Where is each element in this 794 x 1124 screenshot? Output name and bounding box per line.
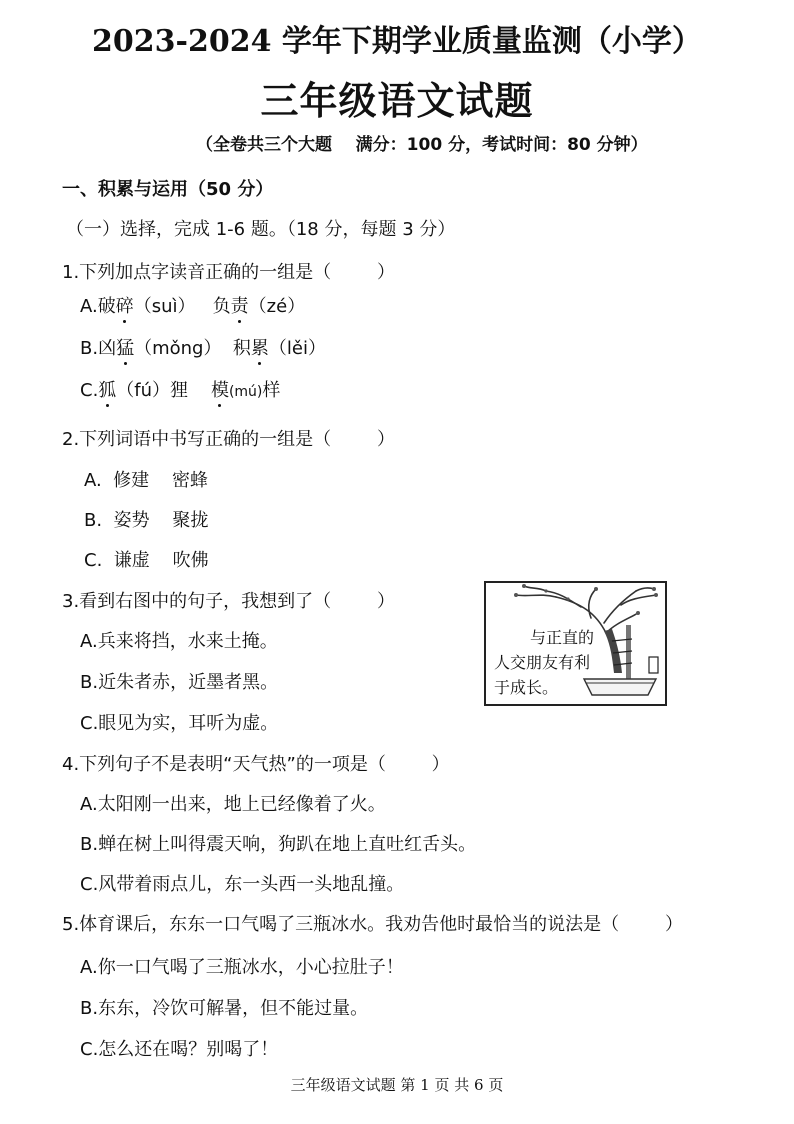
question-5-option-c: C.怎么还在喝？别喝了！ <box>80 1039 279 1060</box>
question-3-stem: 3.看到右图中的句子，我想到了（ ） <box>62 591 395 612</box>
option-text: （suì） 负 <box>133 296 231 317</box>
question-4-option-b: B.蝉在树上叫得震天响，狗趴在地上直吐红舌头。 <box>80 834 477 855</box>
question-3-option-c: C.眼见为实，耳听为虚。 <box>80 713 279 734</box>
option-text: C. <box>80 380 99 401</box>
dotted-char: 累 <box>251 334 269 360</box>
question-4-stem: 4.下列句子不是表明“天气热”的一项是（ ） <box>62 754 450 775</box>
question-2-option-b: B. 姿势 聚拢 <box>84 510 209 531</box>
part-instruction: （一）选择，完成 1-6 题。（18 分，每题 3 分） <box>66 219 456 240</box>
dotted-char: 责 <box>231 292 249 318</box>
question-5-stem: 5.体育课后，东东一口气喝了三瓶冰水。我劝告他时最恰当的说法是（ ） <box>62 914 683 935</box>
question-2-option-c: C. 谦虚 吹佛 <box>84 550 209 571</box>
dotted-char: 模 <box>211 376 229 402</box>
option-text: 样 <box>262 380 281 401</box>
picture-caption-line-2: 人交朋友有利 <box>494 653 591 672</box>
option-text: （lěi） <box>268 338 326 359</box>
option-text: A.破 <box>80 296 116 317</box>
subject-title: 三年级语文试题 <box>260 78 534 123</box>
question-1-stem: 1.下列加点字读音正确的一组是（ ） <box>62 262 395 283</box>
question-1-option-a <box>80 292 305 318</box>
dotted-char: 碎 <box>116 292 134 318</box>
exam-title: 2023-2024 学年下期学业质量监测（小学） <box>92 24 702 59</box>
pinyin-text: (mú) <box>228 384 263 400</box>
question-3-option-b: B.近朱者赤，近墨者黑。 <box>80 672 279 693</box>
question-4-option-a: A.太阳刚一出来，地上已经像着了火。 <box>80 794 386 815</box>
picture-caption-line-1: 与正直的 <box>530 628 595 647</box>
option-text: （zé） <box>248 296 306 317</box>
question-2-stem: 2.下列词语中书写正确的一组是（ ） <box>62 429 395 450</box>
question-4-option-c: C.风带着雨点儿，东一头西一头地乱撞。 <box>80 874 405 895</box>
question-3-option-a: A.兵来将挡，水来土掩。 <box>80 631 278 652</box>
question-5-option-a: A.你一口气喝了三瓶冰水，小心拉肚子！ <box>80 957 404 978</box>
question-1-option-b <box>80 334 326 360</box>
tree-illustration <box>484 581 667 706</box>
question-5-option-b: B.东东，冷饮可解暑，但不能过量。 <box>80 998 369 1019</box>
option-text: B.凶 <box>80 338 117 359</box>
exam-info: （全卷共三个大题 满分：100 分，考试时间：80 分钟） <box>196 135 648 155</box>
question-1-option-c <box>80 376 280 402</box>
dotted-char: 狐 <box>98 376 116 402</box>
option-text: （fú）狸 <box>116 380 211 401</box>
dotted-char: 猛 <box>116 334 134 360</box>
page-footer: 三年级语文试题 第 1 页 共 6 页 <box>290 1076 504 1094</box>
option-text: （mǒng） 积 <box>134 338 251 359</box>
section-heading: 一、积累与运用（50 分） <box>62 179 274 200</box>
picture-caption-line-3: 于成长。 <box>494 678 559 697</box>
question-2-option-a: A. 修建 密蜂 <box>84 470 209 491</box>
